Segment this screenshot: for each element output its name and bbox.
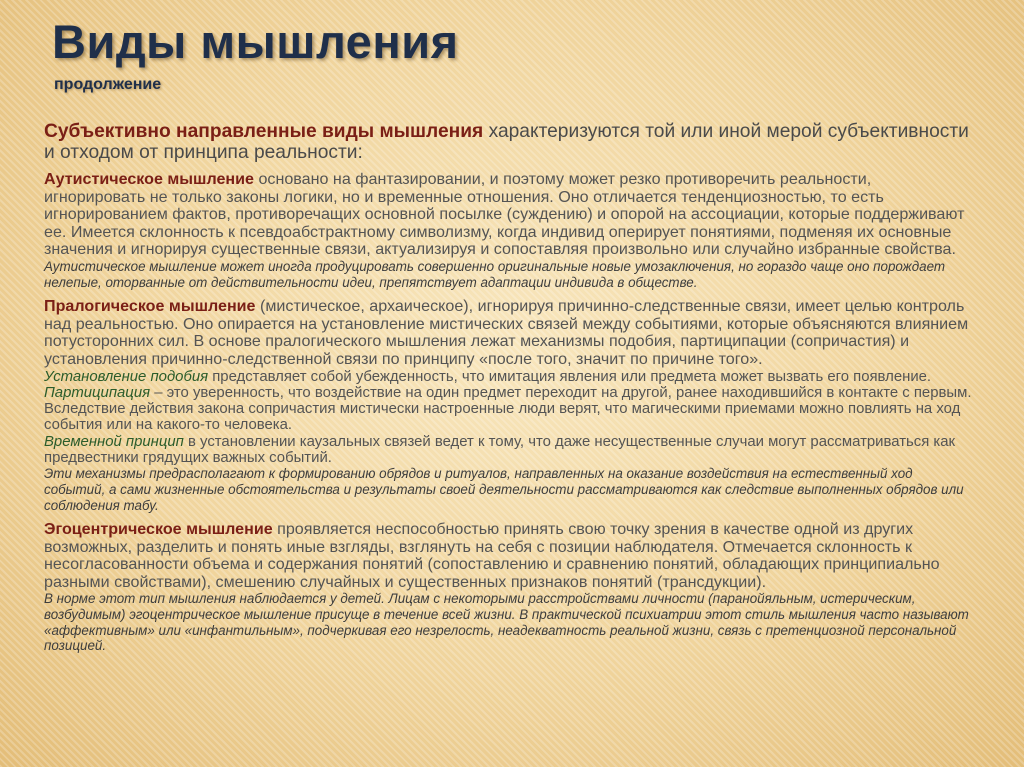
similarity-paragraph xyxy=(44,369,972,385)
intro-text: характеризуются той или иной мерой субъективности и отходом от принципа реальности: xyxy=(44,121,969,163)
temporal-paragraph xyxy=(44,434,972,467)
egocentric-term: Эгоцентрическое мышление xyxy=(44,520,273,539)
intro-paragraph xyxy=(44,121,972,163)
temporal-text: в установлении каузальных связей ведет к тому, что даже несущественные случаи могут рассматриваться как предвестники грядущих важных событий. xyxy=(44,433,956,467)
autistic-section xyxy=(44,171,972,290)
prelogical-note: Эти механизмы предрасполагают к формированию обрядов и ритуалов, направленных на оказание воздействия на естественный ход событий, а сами жизненные обстоятельства и результаты своей деятельности рассматриваются как следствие выполненных обрядов или соблюдения табу. xyxy=(44,466,964,513)
egocentric-note: В норме этот тип мышления наблюдается у детей. Лицам с некоторыми расстройствами личности (паранойяльным, истерическим, возбудимым) эгоцентрическое мышление присуще в течение всей жизни. В практической психиатрии этот стиль мышления часто называют «аффективным» или «инфантильным», подчеркивая его незрелость, неадекватность реальной жизни, связь с претенциозной персональной позицией. xyxy=(44,591,969,654)
similarity-term: Установление подобия xyxy=(44,368,209,385)
slide-subtitle: продолжение xyxy=(54,76,162,93)
autistic-term: Аутистическое мышление xyxy=(44,170,254,188)
slide-title: Виды мышления xyxy=(52,15,459,68)
slide-content xyxy=(44,121,972,662)
egocentric-text: проявляется неспособностью принять свою точку зрения в качестве одной из других возможных, разделить и понять иные взгляды, взглянуть на себя с позиции наблюдателя. Отмечается склонность к несогласованности объема и содержания понятий (сопоставлению и сравнению понятий, обладающих принципиально разными свойствами), смешению случайных и существенных признаков понятий (трансдукции). xyxy=(44,520,940,591)
egocentric-paragraph xyxy=(44,521,972,591)
similarity-text: представляет собой убежденность, что имитация явления или предмета может вызвать его появление. xyxy=(208,368,932,385)
prelogical-text: (мистическое, архаическое), игнорируя причинно-следственные связи, имеет целью контроль над реальностью. Оно опирается на установление мистических связей между событиями, которые объясняются влиянием потусторонних сил. В основе пралогического мышления лежат механизмы подобия, партиципации (сопричастия) и установления причинно-следственной связи по принципу «после того, значит по причине того». xyxy=(44,297,969,368)
participation-text: – это уверенность, что воздействие на один предмет переходит на другой, ранее находившийся в контакте с первым. Вследствие действия закона сопричастия мистически настроенные люди верят, что магическими приемами можно повлиять на ход события или на какого-то человека. xyxy=(44,384,972,434)
intro-term: Субъективно направленные виды мышления xyxy=(44,121,484,142)
prelogical-paragraph xyxy=(44,298,972,368)
temporal-term: Временной принцип xyxy=(44,433,184,450)
prelogical-term: Пралогическое мышление xyxy=(44,297,256,316)
participation-paragraph xyxy=(44,385,972,434)
autistic-note: Аутистическое мышление может иногда продуцировать совершенно оригинальные новые умозаключения, но гораздо чаще оно порождает нелепые, оторванные от действительности идеи, препятствует адаптации индивида в обществе. xyxy=(44,258,946,290)
egocentric-section xyxy=(44,521,972,654)
participation-term: Партиципация xyxy=(44,384,151,401)
prelogical-section xyxy=(44,298,972,513)
autistic-text: основано на фантазировании, и поэтому может резко противоречить реальности, игнорировать не только законы логики, но и временные отношения. Оно отличается тенденциозностью, то есть игнорированием фактов, противоречащих основной посылке (суждению) и опорой на ассоциации, которые поддерживают ее. Имеется склонность к псевдоабстрактному символизму, когда индивид оперирует понятиями, подменяя их основные значения и игнорируя существенные связи, актуализируя и сопоставляя произвольно или случайно избранные свойства. xyxy=(44,170,965,259)
autistic-paragraph xyxy=(44,171,972,259)
